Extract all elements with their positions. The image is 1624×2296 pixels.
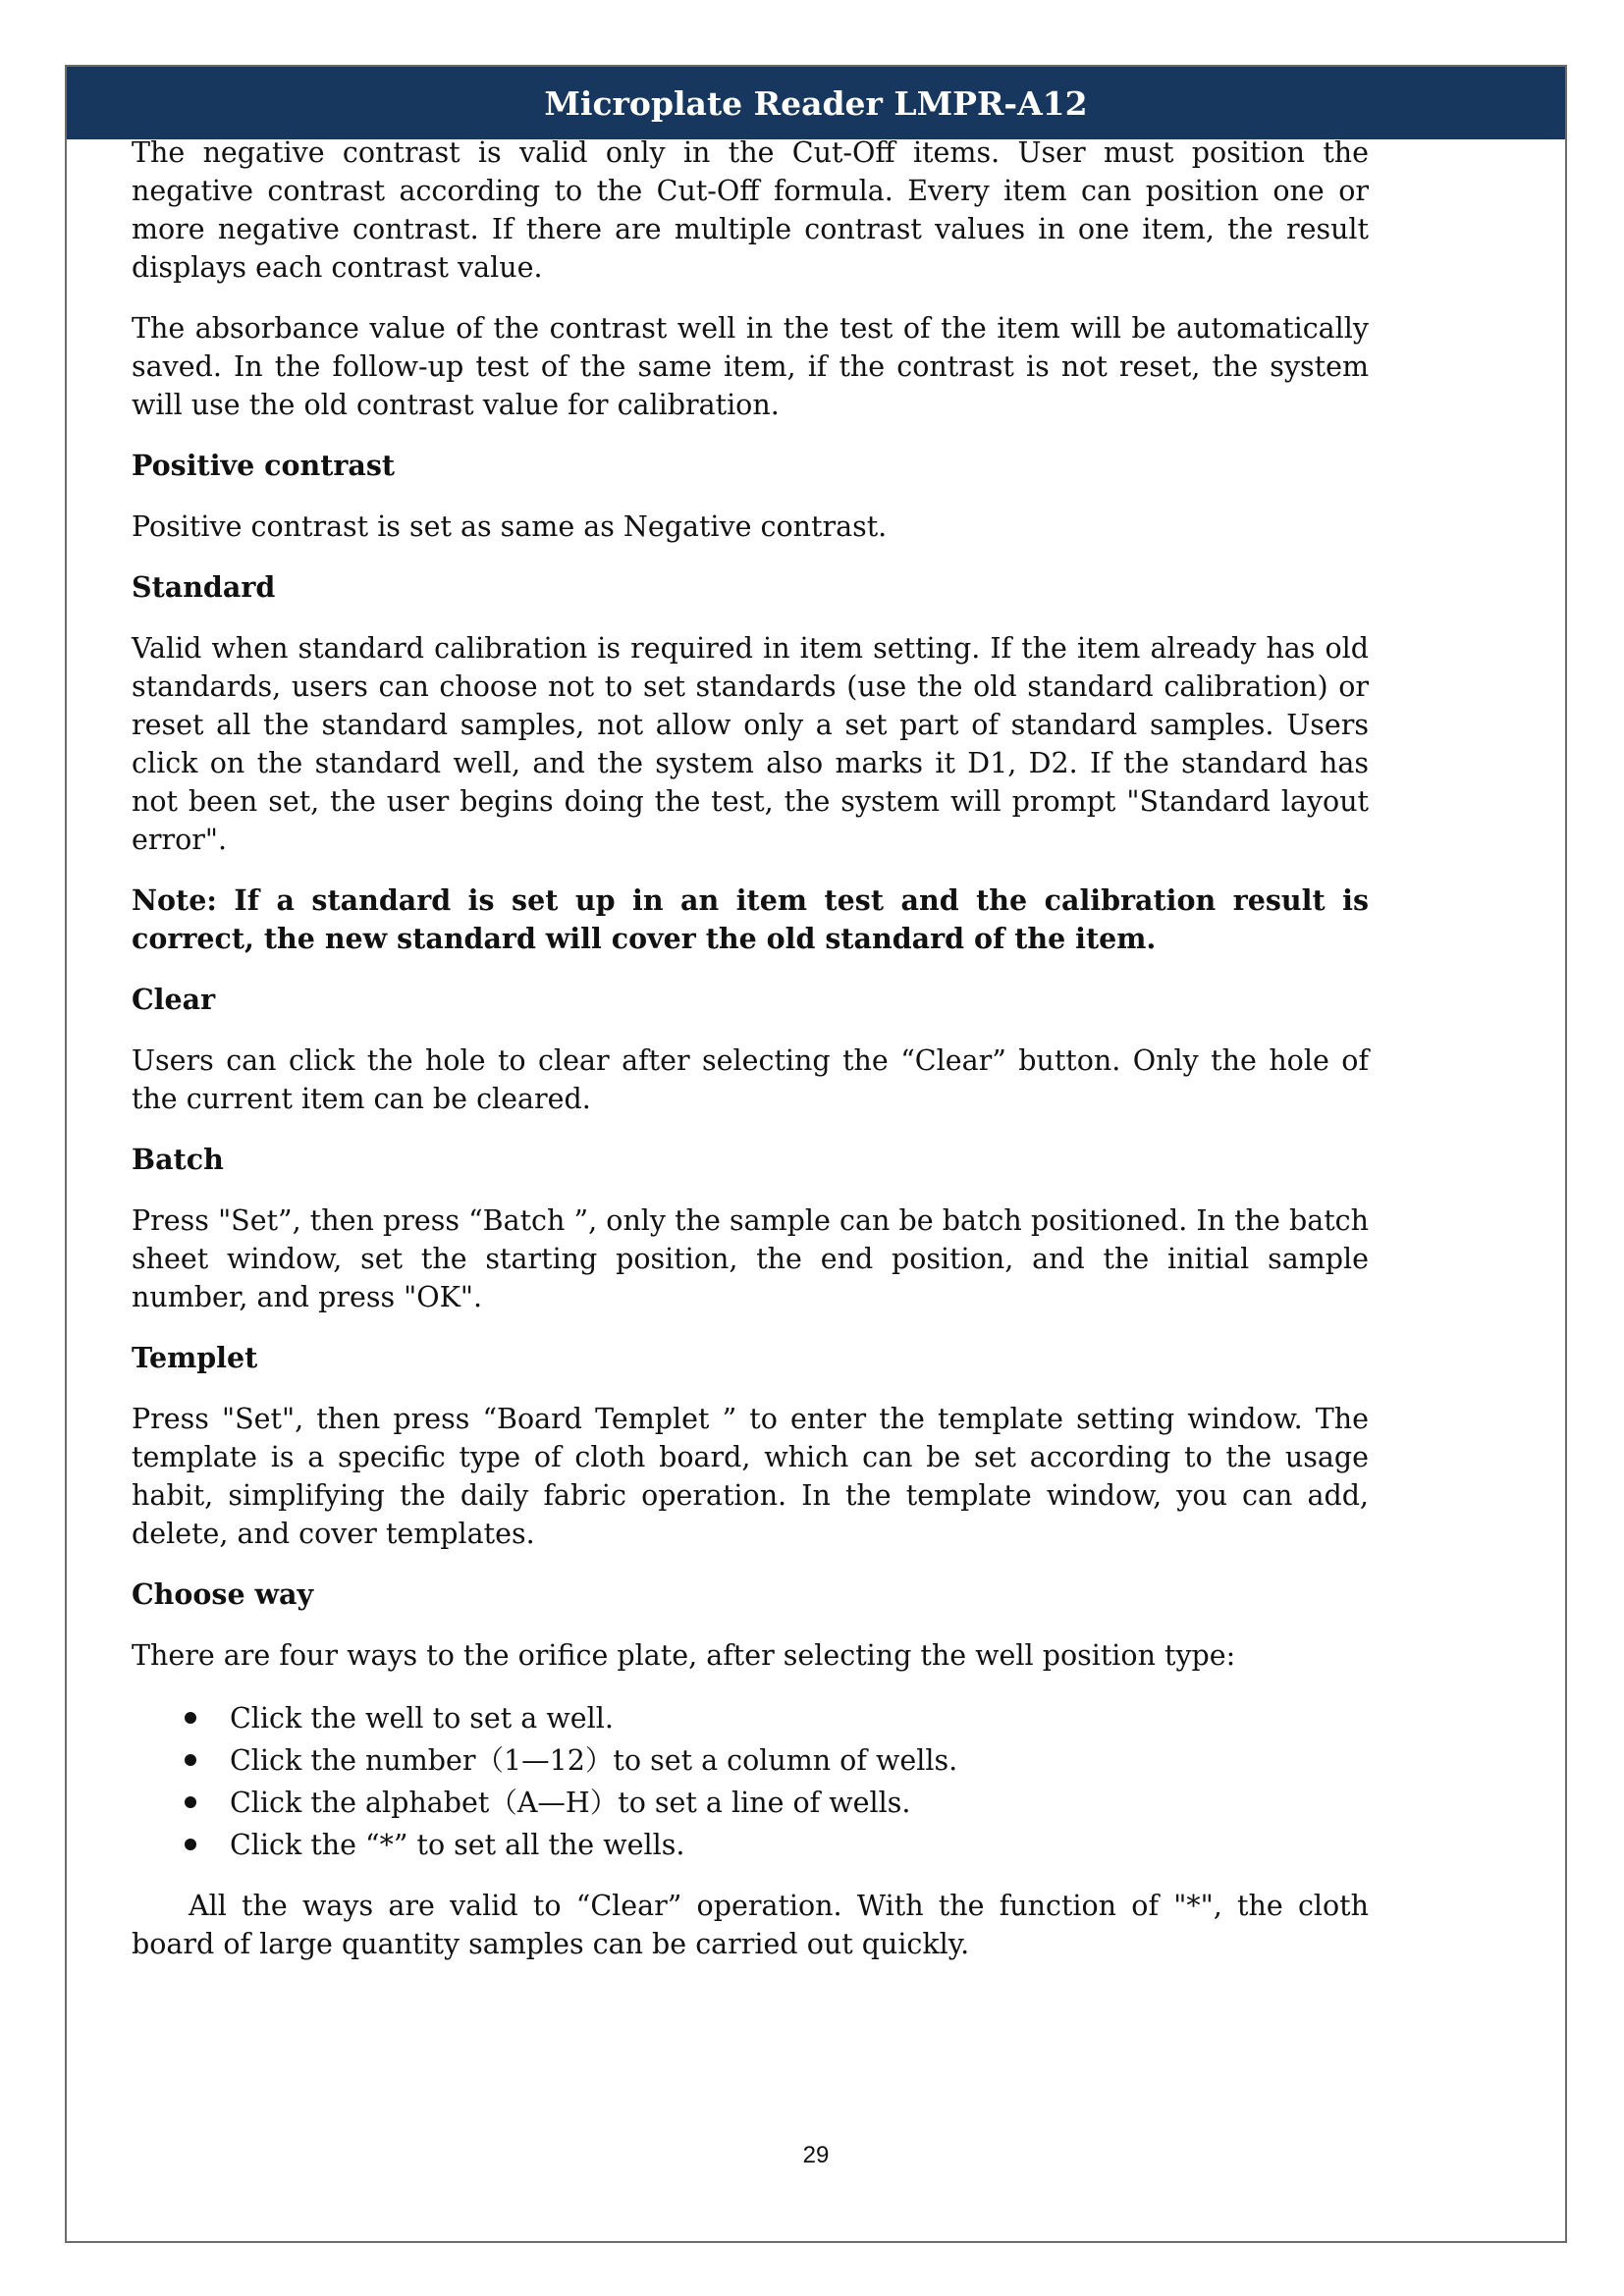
final-paragraph: All the ways are valid to “Clear” operation. With the function of "*", the cloth board of large quantity samples can be carried out quickly. [132,1890,1369,1960]
choose-way-list [132,1697,1369,1866]
templet-paragraph: Press "Set", then press “Board Templet ” to enter the template setting window. The template is a specific type of cloth board, which can be set according to the usage habit, simplifying the daily fabric operation. In the template window, you can add, delete, and cover templates. [132,1403,1369,1550]
batch-heading: Batch [132,1143,224,1176]
list-item-text: Click the “*” to set all the wells. [230,1829,685,1861]
negative-contrast-paragraph-1: The negative contrast is valid only in the Cut-Off items. User must position the negative contrast according to the Cut-Off formula. Every item can position one or more negative contrast. If there are multiple contrast values in one item, the result displays each contrast value. [132,136,1369,284]
positive-contrast-heading: Positive contrast [132,449,396,482]
templet-heading: Templet [132,1341,258,1374]
negative-contrast-paragraph-2: The absorbance value of the contrast well in the test of the item will be automatically saved. In the follow-up test of the same item, if the contrast is not reset, the system will use the old contrast value for calibration. [132,312,1369,421]
batch-paragraph: Press "Set”, then press “Batch ”, only the sample can be batch positioned. In the batch sheet window, set the starting position, the end position, and the initial sample number, and press "OK". [132,1204,1369,1313]
choose-way-paragraph: There are four ways to the orifice plate, after selecting the well position type: [132,1639,1236,1672]
list-item [132,1782,1369,1824]
header-title: Microplate Reader LMPR-A12 [544,83,1088,123]
choose-way-heading: Choose way [132,1577,314,1611]
list-item [132,1824,1369,1866]
positive-contrast-paragraph: Positive contrast is set as same as Negative contrast. [132,510,888,543]
list-item-text: Click the alphabet（A—H）to set a line of wells. [230,1787,911,1819]
page-number: 29 [802,2142,830,2168]
standard-note: Note: If a standard is set up in an item test and the calibration result is correct, the new standard will cover the old standard of the item. [132,883,1369,955]
bullet-icon [185,1796,196,1808]
list-item [132,1697,1369,1739]
clear-paragraph: Users can click the hole to clear after selecting the “Clear” button. Only the hole of the current item can be cleared. [132,1044,1369,1115]
document-body [132,133,1369,1986]
bullet-icon [185,1754,196,1766]
header-bar [67,67,1565,139]
bullet-icon [185,1839,196,1850]
list-item [132,1739,1369,1782]
list-item-text: Click the number（1—12）to set a column of wells. [230,1744,958,1777]
list-item-text: Click the well to set a well. [230,1702,614,1735]
standard-heading: Standard [132,570,276,604]
clear-heading: Clear [132,983,216,1016]
bullet-icon [185,1712,196,1724]
standard-paragraph: Valid when standard calibration is required in item setting. If the item already has old standards, users can choose not to set standards (use the old standard calibration) or reset all the standard samples, not allow only a set part of standard samples. Users click on the standard well, and the system also marks it D1, D2. If the standard has not been set, the user begins doing the test, the system will prompt "Standard layout error". [132,632,1369,856]
